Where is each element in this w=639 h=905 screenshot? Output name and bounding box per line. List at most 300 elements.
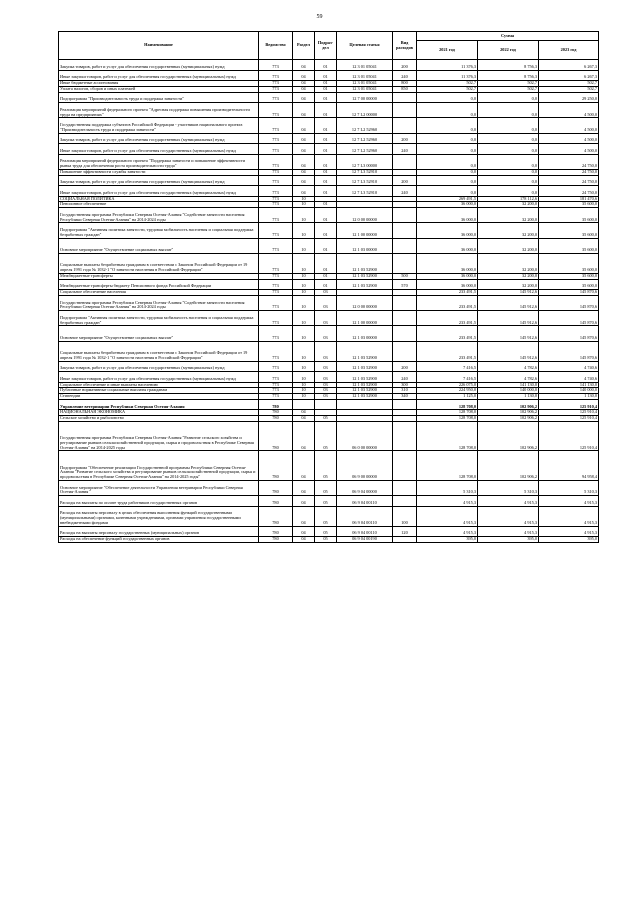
cell-2021: 5 310,3 [417, 480, 478, 495]
cell-2023: 4 500,0 [539, 118, 599, 133]
cell-dept: 773 [259, 295, 293, 310]
cell-name: Закупка товаров, работ и услуг для обеспечения государственных (муниципальных) нужд [59, 175, 259, 186]
cell-name: Публичные нормативные социальные выплаты гражданам [59, 388, 259, 394]
cell-2022: 0,0 [478, 144, 539, 155]
cell-name: Социальные выплаты безработным гражданам в соответствии с Законом Российской Федерации от 19 апреля 1991 года № 1032-1 "О занятости населения в Российской Федерации" [59, 341, 259, 361]
cell-2022: 0,0 [478, 169, 539, 175]
cell-2021: 4 915,3 [417, 526, 478, 537]
cell-section [293, 399, 315, 410]
cell-2022: 102 906,2 [478, 399, 539, 410]
cell-article: 06 9 04 00110 [337, 506, 393, 526]
cell-dept: 773 [259, 196, 293, 202]
cell-2021: 36 000,0 [417, 279, 478, 290]
cell-2022: 4 782,6 [478, 361, 539, 372]
cell-subsection: 05 [315, 416, 337, 422]
header-expense-type: Вид расходов [393, 32, 417, 60]
cell-dept: 780 [259, 537, 293, 543]
cell-subsection: 01 [315, 70, 337, 81]
cell-2021: 36 000,0 [417, 273, 478, 279]
cell-subsection: 05 [315, 496, 337, 507]
cell-dept: 773 [259, 202, 293, 208]
cell-2021: 36 000,0 [417, 223, 478, 238]
cell-article: 12 0 00 00000 [337, 295, 393, 310]
cell-expense-type [393, 480, 417, 495]
cell-expense-type [393, 238, 417, 253]
cell-2021: 0,0 [417, 169, 478, 175]
cell-subsection: 01 [315, 60, 337, 71]
cell-2023: 35 600,0 [539, 208, 599, 223]
cell-dept: 780 [259, 480, 293, 495]
cell-article: 06 0 00 00000 [337, 421, 393, 451]
cell-article: 12 3 01 05041 [337, 70, 393, 81]
cell-name: Иные закупки товаров, работ и услуг для обеспечения государственных (муниципальных) нужд [59, 144, 259, 155]
cell-2021: 4 915,3 [417, 506, 478, 526]
cell-dept: 773 [259, 361, 293, 372]
cell-subsection: 01 [315, 186, 337, 197]
cell-section: 10 [293, 311, 315, 326]
cell-article: 12 1 00 00000 [337, 223, 393, 238]
cell-section: 10 [293, 372, 315, 383]
cell-section: 04 [293, 86, 315, 92]
header-sum: Сумма [417, 32, 599, 41]
table-row [59, 92, 599, 103]
table-row [59, 175, 599, 186]
cell-section: 10 [293, 208, 315, 223]
cell-section: 04 [293, 70, 315, 81]
cell-2021: 0,0 [417, 154, 478, 169]
cell-expense-type: 850 [393, 86, 417, 92]
cell-2021: 36 000,0 [417, 253, 478, 273]
cell-name: Стипендии [59, 394, 259, 400]
cell-article: 12 7 00 00000 [337, 92, 393, 103]
cell-subsection: 03 [315, 394, 337, 400]
cell-article: 12 1 03 52900 [337, 253, 393, 273]
cell-dept: 780 [259, 451, 293, 481]
cell-2022: 4 915,3 [478, 496, 539, 507]
cell-name: Социальные выплаты безработным гражданам в соответствии с Законом Российской Федерации от 19 апреля 1991 года № 1032-1 "О занятости населения в Российской Федерации" [59, 253, 259, 273]
cell-expense-type [393, 253, 417, 273]
cell-article: 12 3 01 05041 [337, 60, 393, 71]
cell-section: 04 [293, 103, 315, 118]
cell-subsection: 01 [315, 238, 337, 253]
cell-dept: 773 [259, 238, 293, 253]
table-row [59, 186, 599, 197]
table-row [59, 253, 599, 273]
cell-article: 12 1 03 52900 [337, 361, 393, 372]
cell-name: Межбюджетные трансферты [59, 273, 259, 279]
cell-section: 04 [293, 133, 315, 144]
cell-article: 12 0 00 00000 [337, 208, 393, 223]
cell-2023: 24 750,0 [539, 175, 599, 186]
cell-expense-type [393, 92, 417, 103]
cell-2022: 145 912,6 [478, 290, 539, 296]
cell-article: 12 1 03 52900 [337, 279, 393, 290]
table-row [59, 223, 599, 238]
cell-expense-type [393, 537, 417, 543]
cell-expense-type: 240 [393, 70, 417, 81]
cell-2023: 145 870,6 [539, 326, 599, 341]
cell-subsection: 03 [315, 388, 337, 394]
header-article: Целевая статья [337, 32, 393, 60]
cell-dept: 773 [259, 208, 293, 223]
cell-section: 10 [293, 295, 315, 310]
cell-2022: 102 906,2 [478, 451, 539, 481]
cell-2021: 0,0 [417, 133, 478, 144]
cell-expense-type: 100 [393, 506, 417, 526]
cell-dept: 773 [259, 175, 293, 186]
cell-subsection: 05 [315, 421, 337, 451]
cell-article: 12 1 00 00000 [337, 311, 393, 326]
cell-dept: 780 [259, 399, 293, 410]
cell-2022: 145 912,6 [478, 311, 539, 326]
cell-dept: 773 [259, 223, 293, 238]
cell-subsection: 03 [315, 372, 337, 383]
cell-name: Подпрограмма "Активная политика занятости, трудовая мобильность населения и социальная поддержка безработных граждан" [59, 223, 259, 238]
cell-section: 10 [293, 279, 315, 290]
cell-2022: 1 130,0 [478, 394, 539, 400]
cell-subsection: 01 [315, 103, 337, 118]
cell-article: 12 1 03 00000 [337, 326, 393, 341]
cell-dept: 773 [259, 154, 293, 169]
cell-2022: 502,7 [478, 81, 539, 87]
cell-article: 12 7 L3 52910 [337, 175, 393, 186]
cell-article: 12 3 01 05041 [337, 86, 393, 92]
cell-2022: 32 200,0 [478, 208, 539, 223]
cell-2022: 141 130,0 [478, 382, 539, 388]
header-dept: Ведомство [259, 32, 293, 60]
cell-2023: 4 740,6 [539, 372, 599, 383]
cell-section: 04 [293, 154, 315, 169]
cell-2023: 4 915,3 [539, 526, 599, 537]
cell-name: Иные бюджетные ассигнования [59, 81, 259, 87]
cell-article: 12 1 03 52900 [337, 273, 393, 279]
cell-2022: 395,0 [478, 537, 539, 543]
header-year-2023: 2023 год [539, 41, 599, 60]
cell-2021: 233 491,5 [417, 290, 478, 296]
cell-expense-type [393, 341, 417, 361]
cell-2021: 502,7 [417, 86, 478, 92]
cell-article: 06 9 04 00110 [337, 496, 393, 507]
cell-article: 12 1 03 52900 [337, 372, 393, 383]
cell-subsection: 03 [315, 290, 337, 296]
cell-dept: 773 [259, 290, 293, 296]
cell-dept: 773 [259, 103, 293, 118]
cell-2023: 6 267,3 [539, 70, 599, 81]
cell-section: 10 [293, 341, 315, 361]
cell-section: 04 [293, 410, 315, 416]
cell-name: Реализация мероприятий федерального проекта "Адресная поддержка повышения производительности труда на предприятиях" [59, 103, 259, 118]
cell-expense-type: 800 [393, 81, 417, 87]
cell-2021: 11 376,3 [417, 60, 478, 71]
cell-2023: 4 500,0 [539, 144, 599, 155]
cell-expense-type: 300 [393, 382, 417, 388]
cell-dept: 773 [259, 86, 293, 92]
cell-dept: 773 [259, 81, 293, 87]
cell-2021: 36 000,0 [417, 238, 478, 253]
cell-expense-type: 240 [393, 372, 417, 383]
page-number: 59 [316, 14, 323, 20]
cell-dept: 780 [259, 526, 293, 537]
cell-2021: 7 416,5 [417, 372, 478, 383]
cell-2022: 145 912,6 [478, 326, 539, 341]
cell-name: Повышение эффективности службы занятости [59, 169, 259, 175]
cell-name: Управление ветеринарии Республики Северная Осетия-Алания [59, 399, 259, 410]
cell-subsection: 03 [315, 341, 337, 361]
cell-name: Реализация мероприятий федерального проекта "Поддержка занятости и повышение эффективности рынка труда для обеспечения роста производительности труда" [59, 154, 259, 169]
cell-subsection: 01 [315, 175, 337, 186]
cell-2023: 4 915,3 [539, 506, 599, 526]
cell-dept: 773 [259, 60, 293, 71]
cell-dept: 773 [259, 70, 293, 81]
cell-2021: 11 376,3 [417, 70, 478, 81]
cell-section: 04 [293, 421, 315, 451]
cell-2022: 32 200,0 [478, 273, 539, 279]
table-row [59, 279, 599, 290]
cell-2021: 0,0 [417, 175, 478, 186]
cell-section: 04 [293, 169, 315, 175]
cell-2023: 145 870,6 [539, 290, 599, 296]
cell-name: Основное мероприятие "Обеспечение деятельности Управления ветеринарии Республики Северная Осетия-Алания " [59, 480, 259, 495]
cell-2023: 1 130,0 [539, 394, 599, 400]
cell-section: 04 [293, 506, 315, 526]
cell-subsection: 01 [315, 223, 337, 238]
cell-2021: 4 915,3 [417, 496, 478, 507]
cell-article: 12 7 L3 52910 [337, 169, 393, 175]
cell-2021: 36 000,0 [417, 202, 478, 208]
table-row [59, 238, 599, 253]
cell-expense-type: 240 [393, 186, 417, 197]
cell-subsection: 05 [315, 451, 337, 481]
cell-dept: 773 [259, 388, 293, 394]
cell-dept: 773 [259, 169, 293, 175]
cell-dept: 780 [259, 506, 293, 526]
cell-section: 10 [293, 253, 315, 273]
cell-name: НАЦИОНАЛЬНАЯ ЭКОНОМИКА [59, 410, 259, 416]
cell-2021: 36 000,0 [417, 208, 478, 223]
table-row [59, 118, 599, 133]
cell-section: 10 [293, 394, 315, 400]
cell-2022: 4 782,6 [478, 372, 539, 383]
cell-2022: 5 310,3 [478, 480, 539, 495]
cell-2022: 0,0 [478, 92, 539, 103]
cell-2023: 24 750,0 [539, 169, 599, 175]
cell-2023: 4 915,3 [539, 496, 599, 507]
header-year-2022: 2022 год [478, 41, 539, 60]
cell-2022: 32 200,0 [478, 238, 539, 253]
cell-2022: 8 756,3 [478, 60, 539, 71]
cell-subsection: 01 [315, 154, 337, 169]
cell-expense-type: 200 [393, 175, 417, 186]
cell-subsection: 01 [315, 92, 337, 103]
cell-subsection: 01 [315, 86, 337, 92]
cell-name: Расходы на обеспечение функций государственных органов [59, 537, 259, 543]
cell-article: 06 9 00 00000 [337, 451, 393, 481]
cell-subsection: 01 [315, 81, 337, 87]
cell-expense-type: 200 [393, 133, 417, 144]
cell-section: 10 [293, 326, 315, 341]
cell-2021: 0,0 [417, 118, 478, 133]
table-row [59, 295, 599, 310]
cell-expense-type: 120 [393, 526, 417, 537]
cell-subsection [315, 399, 337, 410]
cell-subsection: 01 [315, 253, 337, 273]
cell-2023: 4 740,6 [539, 361, 599, 372]
cell-name: Иные закупки товаров, работ и услуг для обеспечения государственных (муниципальных) нужд [59, 186, 259, 197]
cell-dept: 773 [259, 372, 293, 383]
cell-subsection: 01 [315, 133, 337, 144]
table-row [59, 526, 599, 537]
cell-article: 12 1 03 52900 [337, 388, 393, 394]
cell-subsection: 05 [315, 537, 337, 543]
cell-2023: 35 600,0 [539, 202, 599, 208]
cell-2023: 94 958,4 [539, 451, 599, 481]
cell-article: 06 9 04 00110 [337, 526, 393, 537]
cell-2022: 102 906,2 [478, 410, 539, 416]
cell-2023: 5 310,3 [539, 480, 599, 495]
cell-2022: 4 915,3 [478, 506, 539, 526]
cell-expense-type [393, 451, 417, 481]
cell-name: Основное мероприятие "Осуществление социальных выплат" [59, 326, 259, 341]
cell-subsection: 05 [315, 480, 337, 495]
cell-2022: 32 200,0 [478, 253, 539, 273]
cell-2021: 502,7 [417, 81, 478, 87]
cell-expense-type [393, 421, 417, 451]
table-row [59, 60, 599, 71]
cell-2022: 145 912,6 [478, 295, 539, 310]
cell-2021: 0,0 [417, 144, 478, 155]
cell-dept: 780 [259, 416, 293, 422]
cell-section: 10 [293, 202, 315, 208]
cell-section: 10 [293, 388, 315, 394]
cell-name: Социальное обеспечение и иные выплаты населению [59, 382, 259, 388]
cell-article: 12 7 L2 52960 [337, 144, 393, 155]
cell-expense-type [393, 154, 417, 169]
cell-2022: 0,0 [478, 154, 539, 169]
cell-name: Государственная поддержка субъектов Российской Федерации - участников национального проекта "Производительность труда и поддержка занятости" [59, 118, 259, 133]
cell-subsection: 01 [315, 169, 337, 175]
cell-2023: 140 000,0 [539, 388, 599, 394]
cell-expense-type: 310 [393, 388, 417, 394]
table-row [59, 144, 599, 155]
cell-2023: 145 870,6 [539, 311, 599, 326]
cell-section: 04 [293, 118, 315, 133]
cell-section: 10 [293, 361, 315, 372]
cell-article: 12 7 L3 52910 [337, 186, 393, 197]
cell-2023: 4 500,0 [539, 103, 599, 118]
cell-article: 12 7 L2 52960 [337, 118, 393, 133]
cell-section: 04 [293, 60, 315, 71]
header-subsection: Подраз-дел [315, 32, 337, 60]
cell-article: 12 1 03 00000 [337, 238, 393, 253]
cell-2023: 502,7 [539, 86, 599, 92]
cell-2023: 125 910,4 [539, 421, 599, 451]
cell-expense-type [393, 208, 417, 223]
cell-dept: 773 [259, 273, 293, 279]
cell-2022: 102 906,2 [478, 416, 539, 422]
cell-section: 04 [293, 92, 315, 103]
table-row [59, 480, 599, 495]
cell-2021: 224 950,0 [417, 388, 478, 394]
cell-name: Подпрограмма "Активная политика занятости, трудовая мобильность населения и социальная поддержка безработных граждан" [59, 311, 259, 326]
table-row [59, 496, 599, 507]
table-row [59, 70, 599, 81]
cell-section: 04 [293, 175, 315, 186]
cell-subsection: 03 [315, 382, 337, 388]
cell-dept: 773 [259, 118, 293, 133]
cell-name: Государственная программа Республики Северная Осетия-Алания "Развитие сельского хозяйства и регулирование рынков сельскохозяйственной продукции, сырья и продовольствия в Республике Северная Осетия-Алания" на 2014-2025 годы [59, 421, 259, 451]
table-row [59, 311, 599, 326]
cell-article: 12 1 03 52900 [337, 382, 393, 388]
cell-section: 10 [293, 382, 315, 388]
cell-dept: 773 [259, 144, 293, 155]
table-row [59, 372, 599, 383]
cell-expense-type [393, 311, 417, 326]
cell-dept: 773 [259, 326, 293, 341]
cell-2021: 128 708,0 [417, 416, 478, 422]
cell-article [337, 399, 393, 410]
cell-2022: 102 906,2 [478, 421, 539, 451]
table-row [59, 421, 599, 451]
cell-2022: 0,0 [478, 175, 539, 186]
cell-subsection: 01 [315, 202, 337, 208]
cell-2022: 8 756,3 [478, 70, 539, 81]
cell-dept: 773 [259, 341, 293, 361]
cell-section: 04 [293, 451, 315, 481]
cell-section: 04 [293, 144, 315, 155]
cell-2022: 502,7 [478, 86, 539, 92]
table-row [59, 451, 599, 481]
cell-2023: 4 500,0 [539, 133, 599, 144]
cell-subsection: 01 [315, 144, 337, 155]
table-row [59, 133, 599, 144]
cell-subsection: 03 [315, 295, 337, 310]
cell-2021: 0,0 [417, 103, 478, 118]
cell-subsection: 01 [315, 279, 337, 290]
cell-2021: 233 491,5 [417, 341, 478, 361]
cell-2023: 125 910,4 [539, 410, 599, 416]
cell-2021: 1 125,0 [417, 394, 478, 400]
cell-name: Подпрограмма "Обеспечение реализации Государственной программы Республики Северная Осетия-Алания "Развитие сельского хозяйства и регулирование рынков сельскохозяйственной продукции, сырья и продовольствия в Республике Северная Осетия-Алания" на 2014-2025 годы" [59, 451, 259, 481]
cell-expense-type [393, 496, 417, 507]
cell-name: Расходы на выплаты персоналу государственных (муниципальных) органов [59, 526, 259, 537]
cell-name: Межбюджетные трансферты бюджету Пенсионного фонда Российской Федерации [59, 279, 259, 290]
cell-2023: 24 750,0 [539, 154, 599, 169]
cell-name: Расходы на выплаты по оплате труда работников государственных органов [59, 496, 259, 507]
cell-name: Закупка товаров, работ и услуг для обеспечения государственных (муниципальных) нужд [59, 60, 259, 71]
cell-2021: 395,0 [417, 537, 478, 543]
table-row [59, 399, 599, 410]
table-row [59, 341, 599, 361]
cell-section: 04 [293, 537, 315, 543]
table-row [59, 361, 599, 372]
cell-2022: 0,0 [478, 133, 539, 144]
cell-2022: 178 112,6 [478, 196, 539, 202]
cell-2021: 269 491,5 [417, 196, 478, 202]
cell-2023: 35 600,0 [539, 238, 599, 253]
cell-2022: 32 200,0 [478, 223, 539, 238]
budget-table-container [58, 31, 598, 543]
cell-2022: 32 200,0 [478, 279, 539, 290]
table-row [59, 326, 599, 341]
cell-name: Закупка товаров, работ и услуг для обеспечения государственных (муниципальных) нужд [59, 361, 259, 372]
cell-name: Иные закупки товаров, работ и услуг для обеспечения государственных (муниципальных) нужд [59, 70, 259, 81]
cell-expense-type: 200 [393, 60, 417, 71]
cell-subsection: 01 [315, 208, 337, 223]
cell-dept: 780 [259, 496, 293, 507]
cell-2021: 226 075,0 [417, 382, 478, 388]
cell-article: 12 7 L2 00000 [337, 103, 393, 118]
cell-name: Иные закупки товаров, работ и услуг для обеспечения государственных (муниципальных) нужд [59, 372, 259, 383]
